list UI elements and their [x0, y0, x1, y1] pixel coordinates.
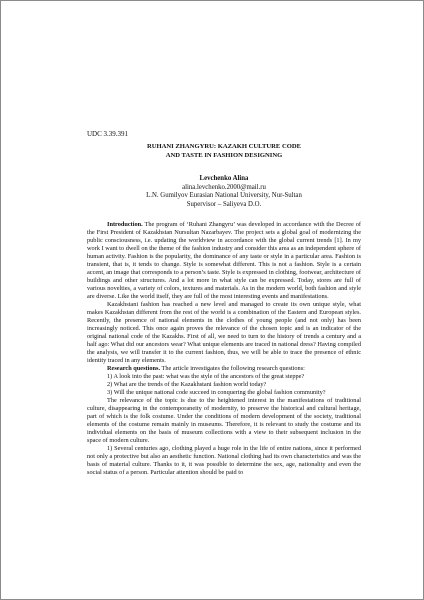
research-questions-text: The article investigates the following research questions:	[160, 365, 305, 373]
intro-heading: Introduction.	[107, 221, 143, 228]
question-2: 2) What are the trends of the Kazakhstani fashion world today?	[107, 381, 267, 389]
paragraph-2: Kazakhstani fashion has reached a new level and managed to create its own unique style, what makes Kazakhstan different from the rest of the world is a combination of the Eastern and European styles. Recently, the presence of national elements in the clothes of young people (and not only) has been increasingly noticed. This once again proves the relevance of the chosen topic and is an indicator of the original national code of the Kazakhs. First of all, we need to turn to the history of trends a century and a half ago: What did our ancestors wear? What unique elements are traced in national dress? Having compiled the analysis, we will transfer it to the current fashion, thus, we will be able to trace the presence of ethnic identity traced in any elements.	[87, 301, 361, 365]
paper-body	[87, 221, 361, 478]
paragraph-3: The relevance of the topic is due to the heightened interest in the manifestations of traditional culture, disappearing in the contemporaneity of modernity, to preserve the historical and cultural heritage, part of which is the folk costume. Under the conditions of modern development of the society, traditional elements of the costume remain mainly in museums. Therefore, it is relevant to study the costume and its individual elements on the basis of museum collections with a view to their subsequent inclusion in the space of modern culture.	[87, 397, 361, 445]
intro-text: The program of ‘Ruhani Zhangyru’ was developed in accordance with the Decree of the First President of Kazakhstan Nursultan Nazarbayev. The project sets a global goal of modernizing the public consciousness, i.e. updating the worldview in accordance with the global current trends [1]. In my work I want to dwell on the theme of the fashion industry and consider this area as an independent sphere of human activity. Fashion is the popularity, the dominance of any taste or style in a particular area. Fashion is transient, that is, it tends to change. Style is somewhat different. This is not a fashion. Style is a certain accent, an image that corresponds to a person’s taste. Style is expressed in clothing, footwear, architecture of buildings and other structures. And a lot more in what style can be expressed. Today, stores are full of various novelties, a variety of colors, textures and materials. As in the modern world, both fashion and style are diverse. Like the world itself, they are full of the most interesting events and manifestations.	[87, 221, 361, 301]
paper-title	[87, 143, 361, 160]
intro-paragraph	[87, 221, 361, 301]
question-1: 1) A look into the past: what was the style of the ancestors of the great steppe?	[107, 373, 305, 381]
title-line-2: AND TASTE IN FASHION DESIGNING	[165, 151, 283, 159]
author-email: alina.levchenko.2000@mail.ru	[182, 183, 266, 191]
author-block	[87, 175, 361, 209]
research-questions-paragraph	[87, 365, 361, 373]
author-name: Levchenko Alina	[199, 175, 249, 182]
author-affiliation: L.N. Gumilyov Eurasian National University, Nur-Sultan	[146, 192, 302, 200]
paragraph-4: 1) Several centuries ago, clothing played a huge role in the life of entire nations, since it performed not only a protective but also an aesthetic function. National clothing had its own characteristics and was the basis of material culture. Thanks to it, it was possible to determine the sex, age, nationality and even the social status of a person. Particular attention should be paid to	[87, 445, 361, 477]
question-3: 3) Will the unique national code succeed in conquering the global fashion community?	[107, 389, 326, 397]
udc-code: UDC 3.39.391	[87, 130, 129, 138]
research-questions-heading: Research questions.	[107, 365, 161, 373]
supervisor: Supervisor – Saliyeva D.O.	[186, 200, 262, 208]
title-line-1: RUHANI ZHANGYRU: KAZAKH CULTURE CODE	[147, 143, 301, 150]
